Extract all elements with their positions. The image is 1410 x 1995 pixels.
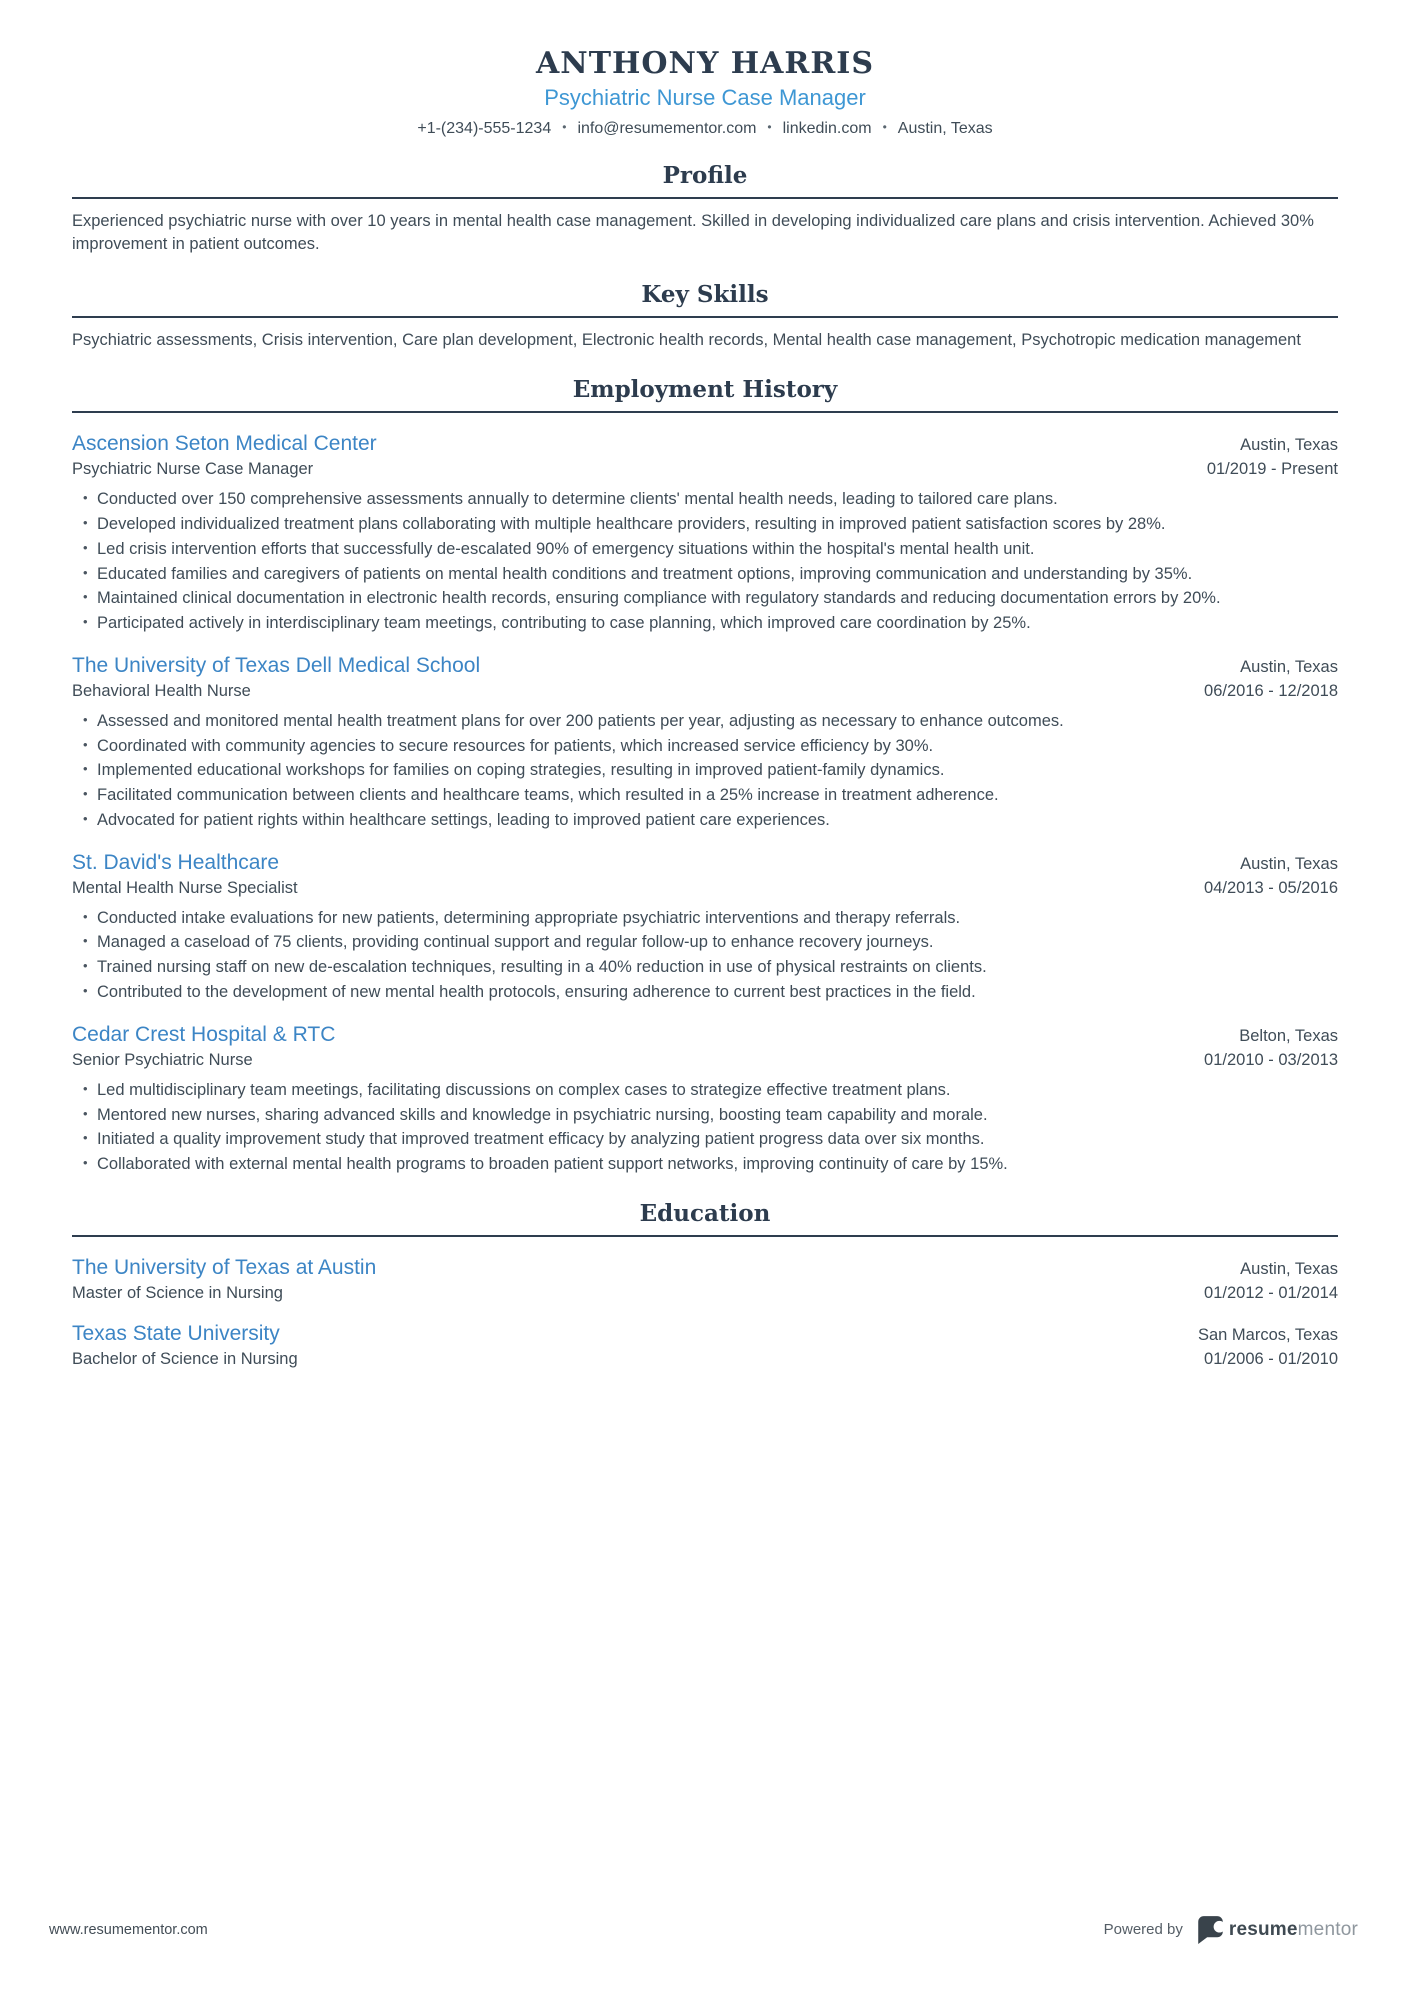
job-bullet: • Trained nursing staff on new de-escalation techniques, resulting in a 40% reduction in use of physical restraints on clients. [83,956,1338,979]
job-dates: 01/2010 - 03/2013 [1204,1050,1338,1069]
section-key-skills [72,281,1338,352]
education-dates: 01/2012 - 01/2014 [1204,1283,1338,1302]
job-subheader-row [72,678,1338,701]
job-header-row [72,654,1338,678]
section-education [72,1200,1338,1369]
job-header-row [72,851,1338,875]
job-bullet: • Advocated for patient rights within healthcare settings, leading to improved patient care experiences. [83,809,1338,832]
resumementor-logo-icon [1197,1915,1224,1944]
resume-header [72,46,1338,138]
degree-name: Bachelor of Science in Nursing [72,1349,298,1368]
job-role: Senior Psychiatric Nurse [72,1050,253,1069]
job-entry [72,851,1338,1004]
education-header-row [72,1322,1338,1346]
resumementor-logo [1197,1915,1358,1944]
company-name: Cedar Crest Hospital & RTC [72,1022,336,1046]
job-location: Austin, Texas [1240,657,1338,676]
job-bullet: • Initiated a quality improvement study that improved treatment efficacy by analyzing patient progress data over six months. [83,1128,1338,1151]
job-dates: 04/2013 - 05/2016 [1204,878,1338,897]
job-bullet: • Assessed and monitored mental health treatment plans for over 200 patients per year, adjusting as necessary to enhance outcomes. [83,710,1338,733]
job-bullet: • Collaborated with external mental health programs to broaden patient support networks, improving continuity of care by 15%. [83,1153,1338,1176]
education-entry [72,1256,1338,1303]
job-bullet: • Conducted over 150 comprehensive assessments annually to determine clients' mental health needs, leading to tailored care plans. [83,488,1338,511]
contact-item: linkedin.com [782,120,872,137]
education-subheader-row [72,1346,1338,1369]
contact-item: info@resumementor.com [577,120,757,137]
job-bullet: • Facilitated communication between clients and healthcare teams, which resulted in a 25% increase in treatment adherence. [83,784,1338,807]
education-header-row [72,1256,1338,1280]
candidate-title: Psychiatric Nurse Case Manager [544,85,866,110]
school-name: Texas State University [72,1321,280,1345]
job-bullet: • Led crisis intervention efforts that successfully de-escalated 90% of emergency situations within the hospital's mental health unit. [83,538,1338,561]
job-bullet: • Educated families and caregivers of patients on mental health conditions and treatment options, improving communication and understanding by 35%. [83,563,1338,586]
job-location: Belton, Texas [1239,1026,1338,1045]
job-bullet: • Maintained clinical documentation in electronic health records, ensuring compliance with regulatory standards and reducing documentation errors by 20%. [83,587,1338,610]
job-role: Psychiatric Nurse Case Manager [72,460,314,479]
resumementor-logo-text [1229,1919,1358,1941]
job-entry [72,432,1338,635]
page-footer [49,1915,1358,1944]
profile-text: Experienced psychiatric nurse with over 10 years in mental health case management. Skilled in developing individualized care plans and crisis intervention. Achieved 30% improvement in patient outcomes. [72,212,1314,254]
powered-by-group [1104,1915,1358,1944]
job-bullets [72,1079,1338,1176]
job-bullet: • Mentored new nurses, sharing advanced skills and knowledge in psychiatric nursing, boosting team capability and morale. [83,1104,1338,1127]
job-bullet: • Managed a caseload of 75 clients, providing continual support and regular follow-up to enhance recovery journeys. [83,931,1338,954]
job-bullet: • Participated actively in interdisciplinary team meetings, contributing to case planning, which improved care coordination by 25%. [83,612,1338,635]
education-entry [72,1322,1338,1369]
key-skills-text: Psychiatric assessments, Crisis intervention, Care plan development, Electronic health records, Mental health case management, Psychotropic medication management [72,330,1301,349]
education-heading: Education [639,1199,771,1227]
company-name: St. David's Healthcare [72,850,280,874]
employment-entries [72,432,1338,1176]
job-subheader-row [72,1047,1338,1070]
section-divider [72,411,1338,413]
section-employment [72,376,1338,1176]
job-bullet: • Led multidisciplinary team meetings, facilitating discussions on complex cases to strategize effective treatment plans. [83,1079,1338,1102]
company-name: Ascension Seton Medical Center [72,432,377,456]
education-subheader-row [72,1280,1338,1303]
job-bullets [72,907,1338,1004]
job-role: Behavioral Health Nurse [72,681,251,700]
job-dates: 01/2019 - Present [1206,460,1338,479]
section-divider [72,197,1338,199]
job-subheader-row [72,875,1338,898]
profile-heading: Profile [662,162,748,189]
job-bullet: • Implemented educational workshops for families on coping strategies, resulting in improved patient-family dynamics. [83,759,1338,782]
candidate-name: ANTHONY HARRIS [536,46,874,81]
contact-row [72,120,1338,138]
education-entries [72,1256,1338,1369]
job-entry [72,1023,1338,1176]
company-name: The University of Texas Dell Medical School [72,653,481,677]
job-entry [72,654,1338,832]
job-bullet: • Contributed to the development of new mental health protocols, ensuring adherence to current best practices in the field. [83,981,1338,1004]
section-divider [72,1235,1338,1237]
logo-text-mentor: mentor [1297,1918,1358,1940]
education-dates: 01/2006 - 01/2010 [1204,1349,1338,1368]
key-skills-heading: Key Skills [641,280,769,308]
job-bullets [72,488,1338,635]
section-divider [72,316,1338,318]
job-header-row [72,432,1338,456]
job-bullets [72,710,1338,832]
job-subheader-row [72,456,1338,479]
contact-item: +1-(234)-555-1234 [417,120,552,137]
job-bullet: • Coordinated with community agencies to secure resources for patients, which increased service efficiency by 30%. [83,735,1338,758]
powered-by-label: Powered by [1103,1921,1183,1938]
logo-text-resume: resume [1228,1918,1298,1940]
school-name: The University of Texas at Austin [72,1255,377,1279]
contact-separator-dot: • [882,120,887,134]
contact-item: Austin, Texas [897,120,993,137]
employment-heading: Employment History [572,376,838,404]
school-location: Austin, Texas [1240,1259,1338,1278]
job-location: Austin, Texas [1240,854,1338,873]
degree-name: Master of Science in Nursing [72,1283,283,1302]
job-bullet: • Conducted intake evaluations for new patients, determining appropriate psychiatric interventions and therapy referrals. [83,907,1338,930]
job-bullet: • Developed individualized treatment plans collaborating with multiple healthcare providers, resulting in improved patient satisfaction scores by 28%. [83,513,1338,536]
school-location: San Marcos, Texas [1197,1325,1338,1344]
contact-separator-dot: • [767,120,772,134]
job-location: Austin, Texas [1240,436,1338,455]
job-dates: 06/2016 - 12/2018 [1204,681,1338,700]
section-profile [72,162,1338,257]
job-header-row [72,1023,1338,1047]
footer-website-link[interactable]: www.resumementor.com [49,1921,208,1938]
contact-separator-dot: • [562,120,567,134]
job-role: Mental Health Nurse Specialist [72,878,298,897]
